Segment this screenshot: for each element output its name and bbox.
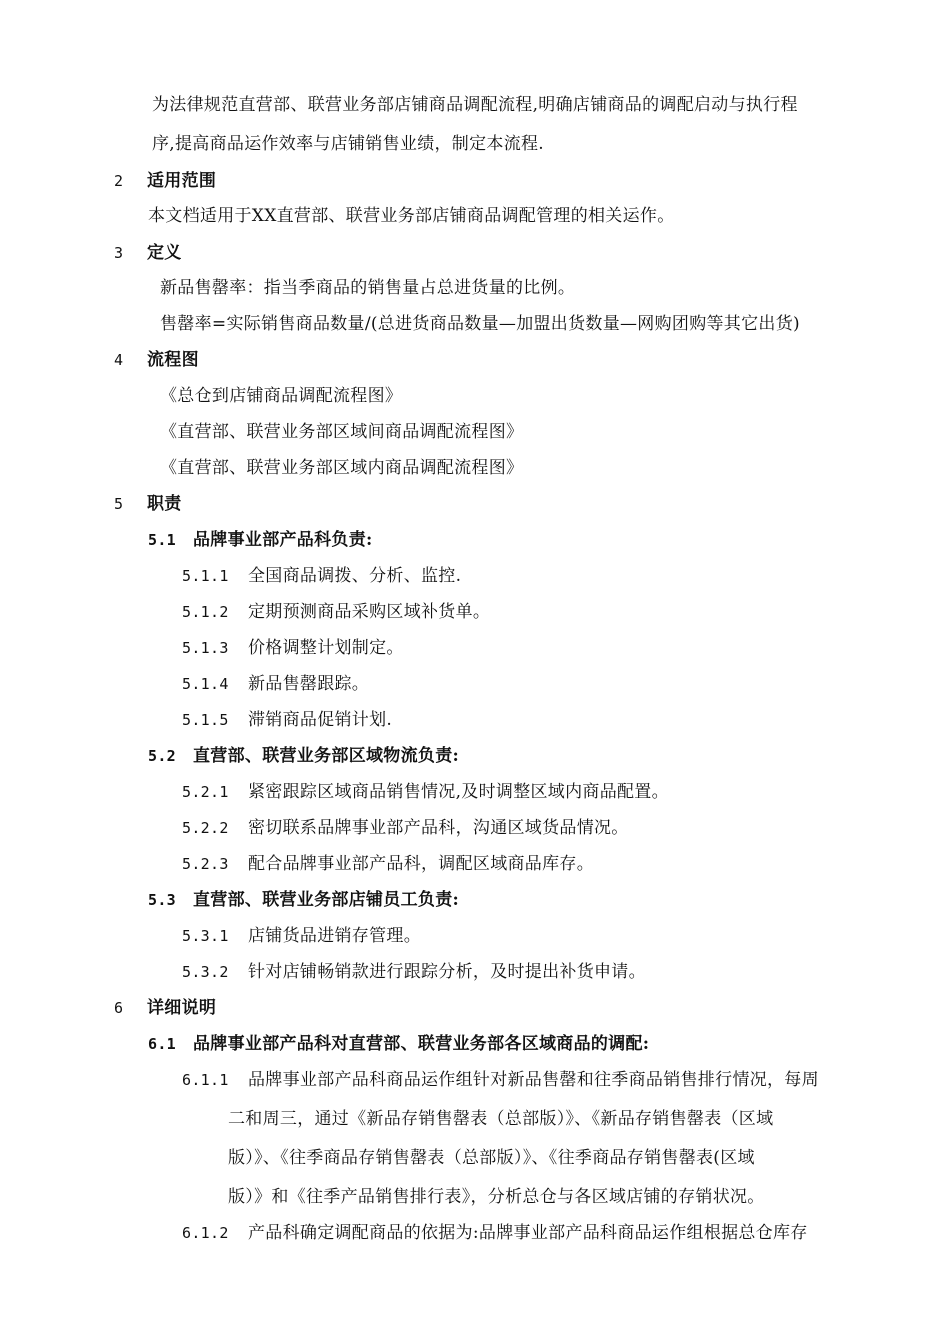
item-text: 全国商品调拨、分析、监控. <box>248 566 462 586</box>
item-number: 5.2.2 <box>182 819 229 837</box>
item-number: 5.2.3 <box>182 855 229 873</box>
flowchart-item: 《直营部、联营业务部区域内商品调配流程图》 <box>160 458 524 478</box>
section-title: 适用范围 <box>147 171 217 191</box>
section-2-body: 本文档适用于XX直营部、联营业务部店铺商品调配管理的相关运作。 <box>148 206 675 226</box>
section-title: 定义 <box>147 243 182 263</box>
subsection-title: 直营部、联营业务部区域物流负责: <box>193 746 460 766</box>
subsection-title: 品牌事业部产品科负责: <box>193 530 373 550</box>
intro-line-2: 序,提高商品运作效率与店铺销售业绩，制定本流程. <box>152 134 545 154</box>
section-number: 6 <box>114 999 124 1017</box>
flowchart-item: 《直营部、联营业务部区域间商品调配流程图》 <box>160 422 524 442</box>
item-text: 店铺货品进销存管理。 <box>248 926 421 946</box>
item-number: 5.1.1 <box>182 567 229 585</box>
item-text: 品牌事业部产品科商品运作组针对新品售罄和往季商品销售排行情况，每周 <box>248 1070 819 1090</box>
section-title: 详细说明 <box>147 998 217 1018</box>
section-number: 3 <box>114 244 124 262</box>
section-number: 5 <box>114 495 124 513</box>
definition-line-1: 新品售罄率：指当季商品的销售量占总进货量的比例。 <box>160 278 576 298</box>
item-text: 新品售罄跟踪。 <box>248 674 370 694</box>
item-text: 紧密跟踪区域商品销售情况,及时调整区域内商品配置。 <box>248 782 669 802</box>
item-number: 5.1.2 <box>182 603 229 621</box>
item-text: 配合品牌事业部产品科，调配区域商品库存。 <box>248 854 594 874</box>
subsection-title: 直营部、联营业务部店铺员工负责: <box>193 890 460 910</box>
item-number: 5.2.1 <box>182 783 229 801</box>
subsection-number: 5.3 <box>148 891 176 909</box>
flowchart-item: 《总仓到店铺商品调配流程图》 <box>160 386 403 406</box>
definition-line-2: 售罄率=实际销售商品数量/(总进货商品数量—加盟出货数量—网购团购等其它出货) <box>160 314 800 334</box>
item-number: 5.1.5 <box>182 711 229 729</box>
subsection-title: 品牌事业部产品科对直营部、联营业务部各区域商品的调配: <box>193 1034 650 1054</box>
item-number: 5.1.3 <box>182 639 229 657</box>
section-title: 流程图 <box>147 350 199 370</box>
item-text: 滞销商品促销计划. <box>248 710 393 730</box>
section-number: 2 <box>114 172 124 190</box>
subsection-number: 6.1 <box>148 1035 176 1053</box>
subsection-number: 5.2 <box>148 747 176 765</box>
item-number: 5.1.4 <box>182 675 229 693</box>
item-text-continuation: 版）》和《往季产品销售排行表》，分析总仓与各区域店铺的存销状况。 <box>228 1187 765 1207</box>
item-number: 5.3.2 <box>182 963 229 981</box>
item-text: 价格调整计划制定。 <box>248 638 404 658</box>
item-number: 6.1.1 <box>182 1071 229 1089</box>
item-text-continuation: 二和周三，通过《新品存销售罄表（总部版）》、《新品存销售罄表（区域 <box>228 1109 774 1129</box>
intro-line-1: 为法律规范直营部、联营业务部店铺商品调配流程,明确店铺商品的调配启动与执行程 <box>152 95 798 115</box>
item-text: 针对店铺畅销款进行跟踪分析，及时提出补货申请。 <box>248 962 646 982</box>
subsection-number: 5.1 <box>148 531 176 549</box>
item-text: 密切联系品牌事业部产品科，沟通区域货品情况。 <box>248 818 629 838</box>
section-title: 职责 <box>147 494 182 514</box>
item-text: 产品科确定调配商品的依据为:品牌事业部产品科商品运作组根据总仓库存 <box>248 1223 808 1243</box>
item-number: 6.1.2 <box>182 1224 229 1242</box>
item-text: 定期预测商品采购区域补货单。 <box>248 602 491 622</box>
section-number: 4 <box>114 351 124 369</box>
item-text-continuation: 版）》、《往季商品存销售罄表（总部版）》、《往季商品存销售罄表(区域 <box>228 1148 755 1168</box>
item-number: 5.3.1 <box>182 927 229 945</box>
